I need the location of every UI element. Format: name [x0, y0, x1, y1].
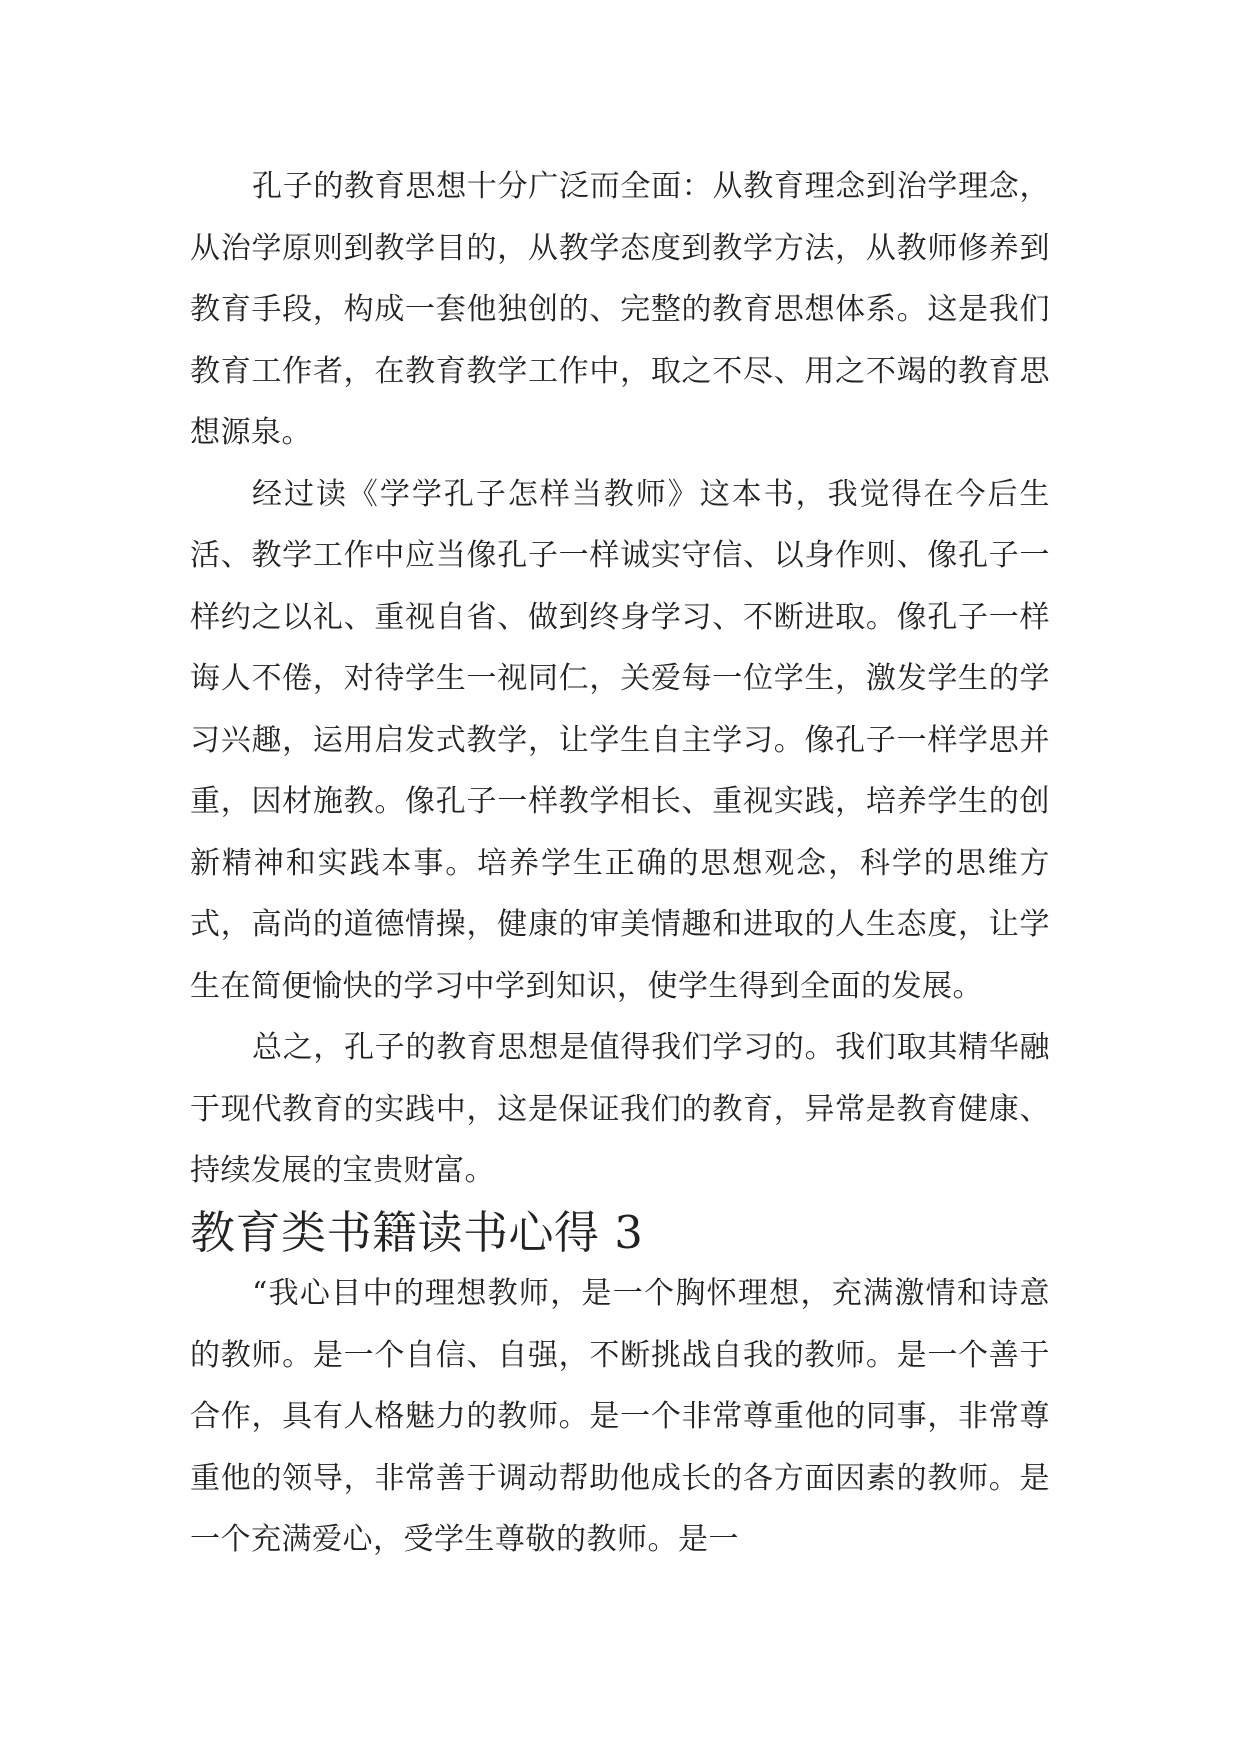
paragraph-ideal-teacher: “我心目中的理想教师，是一个胸怀理想，充满激情和诗意的教师。是一个自信、自强，不断挑战自我的教师。是一个善于合作，具有人格魅力的教师。是一个非常尊重他的同事，非常尊重他的领导，非常善于调动帮助他成长的各方面因素的教师。是一个充满爱心，受学生尊敬的教师。是一: [190, 1276, 1050, 1557]
section-heading: 教育类书籍读书心得 3: [190, 1205, 644, 1259]
document-body: [190, 156, 1050, 1571]
paragraph-reading-reflection: 经过读《学学孔子怎样当教师》这本书，我觉得在今后生活、教学工作中应当像孔子一样诚实守信、以身作则、像孔子一样约之以礼、重视自省、做到终身学习、不断进取。像孔子一样诲人不倦，对待学生一视同仁，关爱每一位学生，激发学生的学习兴趣，运用启发式教学，让学生自主学习。像孔子一样学思并重，因材施教。像孔子一样教学相长、重视实践，培养学生的创新精神和实践本事。培养学生正确的思想观念，科学的思维方式，高尚的道德情操，健康的审美情趣和进取的人生态度，让学生在简便愉快的学习中学到知识，使学生得到全面的发展。: [190, 476, 1050, 1004]
paragraph-confucius-education-thought: 孔子的教育思想十分广泛而全面：从教育理念到治学理念，从治学原则到教学目的，从教学态度到教学方法，从教师修养到教育手段，构成一套他独创的、完整的教育思想体系。这是我们教育工作者，在教育教学工作中，取之不尽、用之不竭的教育思想源泉。: [190, 169, 1050, 450]
paragraph-conclusion: 总之，孔子的教育思想是值得我们学习的。我们取其精华融于现代教育的实践中，这是保证我们的教育，异常是教育健康、持续发展的宝贵财富。: [190, 1030, 1050, 1188]
